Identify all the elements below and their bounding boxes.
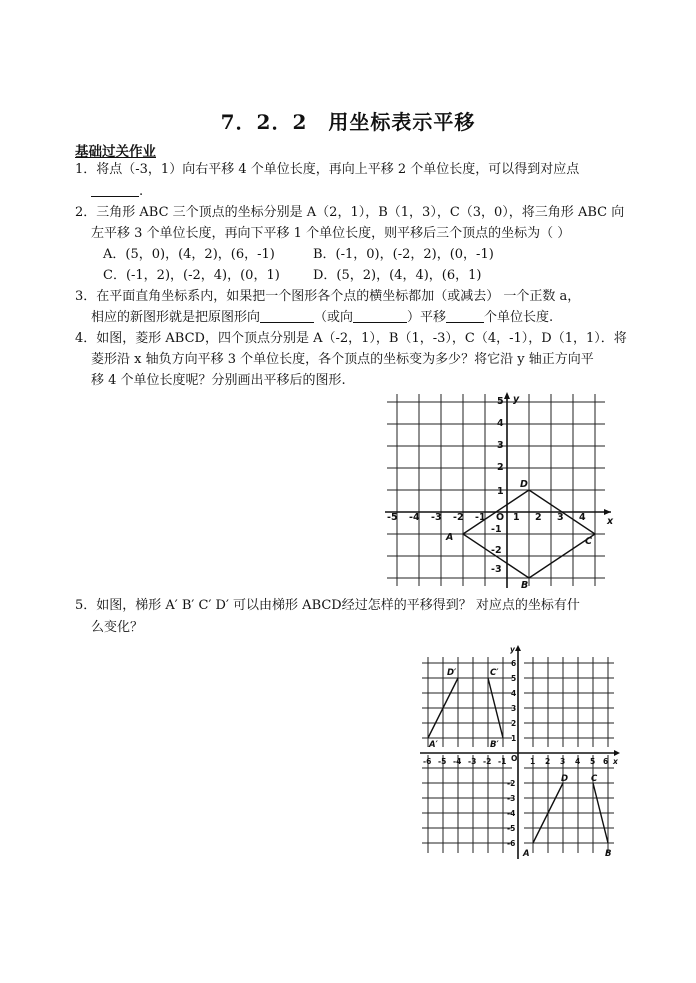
q2-option-d: D．(5，2)，(4，4)，(6，1) [313, 268, 482, 283]
q2-option-b: B．(-1，0)，(-2，2)，(0，-1) [313, 247, 494, 262]
point-label-a: A [446, 532, 454, 543]
q4-line-1: 4．如图，菱形 ABCD，四个顶点分别是 A（-2，1），B（1，-3），C（4，-1），D（1，1）．将 [75, 331, 627, 346]
q5-line-1: 5．如图，梯形 A′ B′ C′ D′ 可以由梯形 ABCD经过怎样的平移得到？ 对应点的坐标有什 [75, 598, 580, 613]
origin-label: O [511, 754, 518, 763]
x-tick: 1 [530, 757, 536, 766]
q2-line-1: 2．三角形 ABC 三个顶点的坐标分别是 A（2，1），B（1，3），C（3，0），将三角形 ABC 向 [75, 205, 625, 220]
q3-text-1: 相应的新图形就是把原图形向 [91, 310, 261, 325]
y-tick: 4 [511, 689, 517, 698]
x-tick: -2 [483, 757, 492, 766]
x-tick: 4 [579, 512, 586, 523]
point-label-c-prime: C′ [490, 668, 499, 678]
x-tick: 6 [603, 757, 609, 766]
x-tick: 2 [545, 757, 551, 766]
x-tick: 3 [557, 512, 564, 523]
x-tick: 1 [513, 512, 520, 523]
y-tick: 3 [497, 440, 504, 451]
y-tick: -4 [507, 809, 516, 818]
y-tick: 5 [497, 396, 504, 407]
answer-blank [260, 310, 314, 323]
x-axis-label: x [613, 757, 618, 766]
q4-line-2: 菱形沿 x 轴负方向平移 3 个单位长度，各个顶点的坐标变为多少？将它沿 y 轴正方向平 [91, 352, 594, 367]
section-heading: 基础过关作业 [75, 144, 156, 160]
y-tick: 2 [497, 462, 504, 473]
origin-label: O [496, 512, 505, 523]
x-tick: 5 [590, 757, 596, 766]
x-tick: -4 [409, 512, 420, 523]
q3-text-2: （或向 [314, 310, 354, 325]
q2-line-2: 左平移 3 个单位长度，再向下平移 1 个单位长度，则平移后三个顶点的坐标为（ ） [91, 226, 571, 241]
y-tick: -6 [507, 839, 516, 848]
y-tick: -5 [507, 824, 516, 833]
point-label-c: C [585, 536, 592, 547]
y-axis-label: y [510, 645, 515, 654]
x-tick: -3 [431, 512, 442, 523]
point-label-d: D [520, 479, 528, 490]
y-tick: 1 [497, 486, 504, 497]
x-axis-label: x [607, 516, 614, 527]
point-label-b-prime: B′ [490, 740, 499, 750]
trapezoid-coordinate-grid [418, 643, 626, 861]
answer-blank [353, 310, 407, 323]
answer-blank [446, 310, 484, 323]
q3-text-4: 个单位长度. [484, 310, 554, 325]
y-tick: 4 [497, 418, 504, 429]
x-tick: -4 [453, 757, 462, 766]
x-tick: -1 [475, 512, 486, 523]
y-tick: -2 [507, 779, 516, 788]
page-title: 7．2．2 用坐标表示平移 [220, 110, 476, 134]
x-tick: 4 [575, 757, 581, 766]
x-tick: -5 [438, 757, 447, 766]
q1-line-1: 1．将点（-3，1）向右平移 4 个单位长度，再向上平移 2 个单位长度，可以得到对应点 [75, 162, 580, 177]
rhombus-coordinate-grid [383, 390, 623, 590]
q5-line-2: 么变化？ [91, 620, 144, 635]
x-tick: -1 [498, 757, 507, 766]
q2-option-a: A．(5，0)，(4，2)，(6，-1) [103, 247, 275, 262]
x-tick: -5 [387, 512, 398, 523]
y-tick: -2 [491, 545, 502, 556]
x-tick: -3 [468, 757, 477, 766]
point-label-b: B [605, 849, 612, 859]
y-tick: 6 [511, 659, 517, 668]
answer-blank [91, 184, 139, 197]
point-label-a: A [523, 849, 530, 859]
point-label-a-prime: A′ [429, 740, 438, 750]
q3-line-2 [91, 310, 553, 326]
x-tick: -2 [453, 512, 464, 523]
y-tick: -1 [491, 524, 502, 535]
y-axis-label: y [513, 394, 520, 405]
q1-line-2 [91, 184, 143, 200]
q3-text-3: ）平移 [407, 310, 447, 325]
q2-option-c: C．(-1，2)，(-2，4)，(0，1) [103, 268, 280, 283]
point-label-d-prime: D′ [447, 668, 457, 678]
x-tick: -6 [423, 757, 432, 766]
q1-period: . [139, 184, 144, 199]
q3-line-1: 3．在平面直角坐标系内，如果把一个图形各个点的横坐标都加（或减去） 一个正数 a， [75, 289, 581, 304]
x-tick: 3 [560, 757, 566, 766]
x-tick: 2 [535, 512, 542, 523]
y-tick: 1 [511, 734, 517, 743]
y-tick: 3 [511, 704, 517, 713]
point-label-d: D [561, 774, 569, 784]
y-tick: -3 [507, 794, 516, 803]
point-label-c: C [591, 774, 598, 784]
y-tick: 5 [511, 674, 517, 683]
point-label-b: B [521, 580, 529, 590]
q4-line-3: 移 4 个单位长度呢？分别画出平移后的图形. [91, 373, 346, 388]
y-tick: -3 [491, 564, 502, 575]
y-tick: 2 [511, 719, 517, 728]
